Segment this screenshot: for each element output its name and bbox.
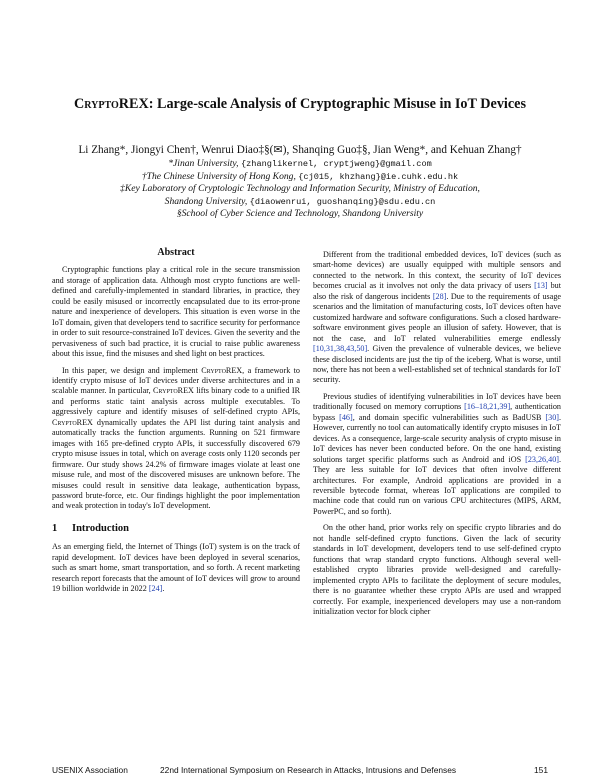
- affiliation-cuhk: †The Chinese University of Hong Kong, {cj015, khzhang}@ie.cuhk.edu.hk: [141, 170, 459, 182]
- body-paragraph-3: On the other hand, prior works rely on specific crypto libraries and do not handle self-defined crypto functions. Given the lack of security standards in IoT development, developers tend to use self-defined crypto functions that wrap standard crypto functions. Although several well-established crypto libraries provide well-designed and carefully-implemented crypto APIs to facilitate the deployment of secure modules, there is no guarantee whether these crypto APIs are used and wrapped correctly. For example, inexperienced developers may use a non-random initialization vector for block cipher: [313, 523, 561, 616]
- affiliations: [0, 158, 600, 221]
- affiliation-key-lab: ‡Key Laboratory of Cryptologic Technology and Information Security, Ministry of Education,: [120, 183, 480, 194]
- footer-publisher: USENIX Association: [52, 765, 128, 775]
- section-heading-introduction: 1 Introduction: [52, 522, 129, 534]
- citation-link[interactable]: [30]: [545, 412, 559, 422]
- footer-venue: 22nd International Symposium on Research in Attacks, Intrusions and Defenses: [160, 765, 457, 775]
- paper-title: [0, 96, 600, 113]
- email-cuhk: {cj015, khzhang}@ie.cuhk.edu.hk: [298, 171, 459, 182]
- intro-paragraph-1: As an emerging field, the Internet of Things (IoT) system is on the track of rapid development. IoT devices have been deployed in several scenarios, such as smart home, smart transportation, and so forth. A recent marketing research report forecasts that the amount of IoT devices will grow to around 19 billion worldwide in 2022 [24].: [52, 542, 300, 594]
- citation-link[interactable]: [10,31,38,43,50]: [313, 344, 368, 354]
- email-jinan: {zhanglikernel, cryptjweng}@gmail.com: [240, 159, 432, 169]
- citation-link[interactable]: [24]: [148, 584, 163, 594]
- citation-link[interactable]: [13]: [534, 281, 548, 291]
- citation-link[interactable]: [16–18,21,39]: [464, 402, 511, 412]
- page-number: 151: [534, 765, 548, 775]
- title-rest: : Large-scale Analysis of Cryptographic Misuse in IoT Devices: [148, 96, 526, 112]
- left-column: [52, 248, 300, 601]
- title-system-name: CryptoREX: [74, 96, 149, 112]
- citation-link[interactable]: [46]: [339, 412, 353, 422]
- body-paragraph-1: Different from the traditional embedded devices, IoT devices (such as smart-home devices) are usually equipped with multiple sensors and connected to the network. In this context, the security of IoT devices becomes crucial as it involves not only the data privacy of users [13] but also the risk of dangerous incidents [28]. Due to the requirements of usage scenarios and the limitation of manufacturing costs, IoT devices often have customized hardware and software configurations. Such a closed hardware-software environment gives people an illusion of safety. However, that is not the case, and IoT related vulnerabilities emerge endlessly [10,31,38,43,50]. Given the prevalence of vulnerable devices, we believe these disclosed incidents are just the tip of the iceberg. What is worse, until now, there has not been a well-established set of technical standards for IoT security.: [313, 250, 561, 385]
- abstract-heading: Abstract: [157, 247, 195, 258]
- citation-link[interactable]: [23,26,40]: [525, 454, 559, 464]
- affiliation-cyber-school: §School of Cyber Science and Technology, Shandong University: [176, 208, 424, 219]
- abstract-paragraph-2: In this paper, we design and implement CryptoREX, a framework to identify crypto misuse of IoT devices under diverse architectures and in a scalable manner. In particular, CryptoREX lifts binary code to a unified IR and performs static taint analysis across multiple executables. To aggressively capture and identify misuses of self-defined crypto APIs, CryptoREX dynamically updates the API list during taint analysis and automatically tracks the function arguments. Running on 521 firmware images with 165 pre-defined crypto APIs, it successfully discovered 679 crypto misuse issues in total, which on average costs only 1120 seconds per firmware. Our study shows 24.2% of firmware images violate at least one misuse rule, and most of the discovered misuses are unknown before. The misuses could result in sensitive data leakage, authentication bypass, password brute-force, etc. Our findings highlight the poor implementation and weak protection in today's IoT development.: [52, 365, 300, 511]
- affiliation-jinan: *Jinan University, {zhanglikernel, cryptjweng}@gmail.com: [168, 158, 432, 169]
- page-footer: [0, 765, 600, 777]
- affiliation-shandong: Shandong University, {diaowenrui, guoshanqing}@sdu.edu.cn: [164, 195, 436, 207]
- author-list: Li Zhang*, Jiongyi Chen†, Wenrui Diao‡§(✉), Shanqing Guo‡§, Jian Weng*, and Kehuan Zhang†: [78, 144, 522, 156]
- citation-link[interactable]: [28]: [432, 291, 447, 301]
- right-column: [313, 250, 561, 623]
- body-paragraph-2: Previous studies of identifying vulnerabilities in IoT devices have been traditionally focused on memory corruptions [16–18,21,39], authentication bypass [46], and domain specific vulnerabilities such as BadUSB [30]. However, currently no tool can automatically identify crypto misuses in IoT devices. As a consequence, large-scale security analysis of crypto misuse in IoT devices has never been conducted before. On the one hand, existing solutions target specific platforms such as Android and iOS [23,26,40]. They are less suitable for IoT devices that often involve different architectures. For example, Android applications are provided in a reversible bytecode format, whereas IoT applications are compiled to machine code that could run on various CPU architectures (MIPS, ARM, PowerPC, and so forth).: [313, 391, 561, 516]
- abstract-paragraph-1: Cryptographic functions play a critical role in the secure transmission and storage of application data. Although most crypto functions are well-defined and carefully-implemented in standard libraries, in practice, they could be easily misused or incorrectly encapsulated due to its error-prone nature and inexperience of developers. This situation is even worse in the IoT domain, given that developers tend to sacrifice security for performance in order to suit resource-constrained IoT devices. Given the severity and the pervasiveness of such bad practice, it is crucial to raise public awareness about this issue, find the misuses and shed light on best practices.: [52, 265, 300, 359]
- email-shandong: {diaowenrui, guoshanqing}@sdu.edu.cn: [249, 196, 436, 207]
